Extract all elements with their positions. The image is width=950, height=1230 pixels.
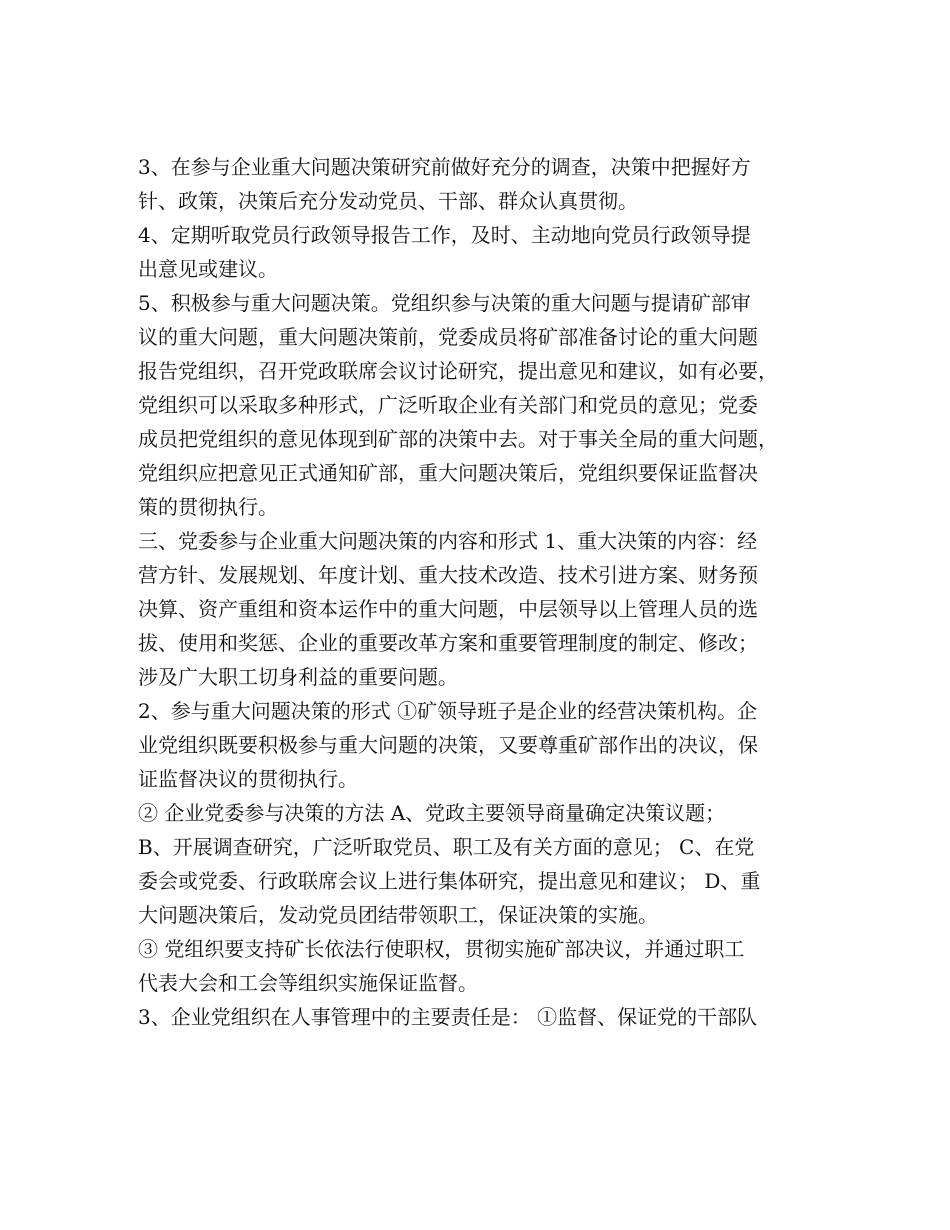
text-line: 2、参与重大问题决策的形式 ①矿领导班子是企业的经营决策机构。企: [138, 699, 758, 723]
text-line: 成员把党组织的意见体现到矿部的决策中去。对于事关全局的重大问题，: [138, 427, 778, 451]
text-line: 3、企业党组织在人事管理中的主要责任是： ①监督、保证党的干部队: [138, 1005, 758, 1029]
text-line: 三、党委参与企业重大问题决策的内容和形式 1、重大决策的内容：经: [138, 529, 758, 553]
text-line: 营方针、发展规划、年度计划、重大技术改造、技术引进方案、财务预: [138, 563, 758, 587]
text-line: 委会或党委、行政联席会议上进行集体研究，提出意见和建议； D、重: [138, 869, 761, 893]
text-line: ② 企业党委参与决策的方法 A、党政主要领导商量确定决策议题；: [138, 801, 726, 825]
document-body: [138, 150, 818, 1034]
text-line: 策的贯彻执行。: [138, 495, 278, 519]
text-line: 4、定期听取党员行政领导报告工作，及时、主动地向党员行政领导提: [138, 223, 751, 247]
text-line: 代表大会和工会等组织实施保证监督。: [138, 971, 478, 995]
text-line: 党组织应把意见正式通知矿部，重大问题决策后，党组织要保证监督决: [138, 461, 758, 485]
text-line: 证监督决议的贯彻执行。: [138, 767, 358, 791]
text-line: 大问题决策后，发动党员团结带领职工，保证决策的实施。: [138, 903, 658, 927]
text-line: 业党组织既要积极参与重大问题的决策，又要尊重矿部作出的决议，保: [138, 733, 758, 757]
text-line: 决算、资产重组和资本运作中的重大问题，中层领导以上管理人员的选: [138, 597, 758, 621]
text-line: ③ 党组织要支持矿长依法行使职权，贯彻实施矿部决议，并通过职工: [138, 937, 745, 961]
text-line: B、开展调查研究，广泛听取党员、职工及有关方面的意见； C、在党: [138, 835, 755, 859]
text-line: 3、在参与企业重大问题决策研究前做好充分的调查，决策中把握好方: [138, 155, 751, 179]
text-line: 议的重大问题，重大问题决策前，党委成员将矿部准备讨论的重大问题: [138, 325, 758, 349]
text-line: 党组织可以采取多种形式，广泛听取企业有关部门和党员的意见；党委: [138, 393, 758, 417]
text-line: 针、政策，决策后充分发动党员、干部、群众认真贯彻。: [138, 189, 638, 213]
text-line: 涉及广大职工切身利益的重要问题。: [138, 665, 458, 689]
text-line: 5、积极参与重大问题决策。党组织参与决策的重大问题与提请矿部审: [138, 291, 751, 315]
text-line: 出意见或建议。: [138, 257, 278, 281]
text-line: 拔、使用和奖惩、企业的重要改革方案和重要管理制度的制定、修改；: [138, 631, 758, 655]
text-line: 报告党组织，召开党政联席会议讨论研究，提出意见和建议，如有必要，: [138, 359, 778, 383]
